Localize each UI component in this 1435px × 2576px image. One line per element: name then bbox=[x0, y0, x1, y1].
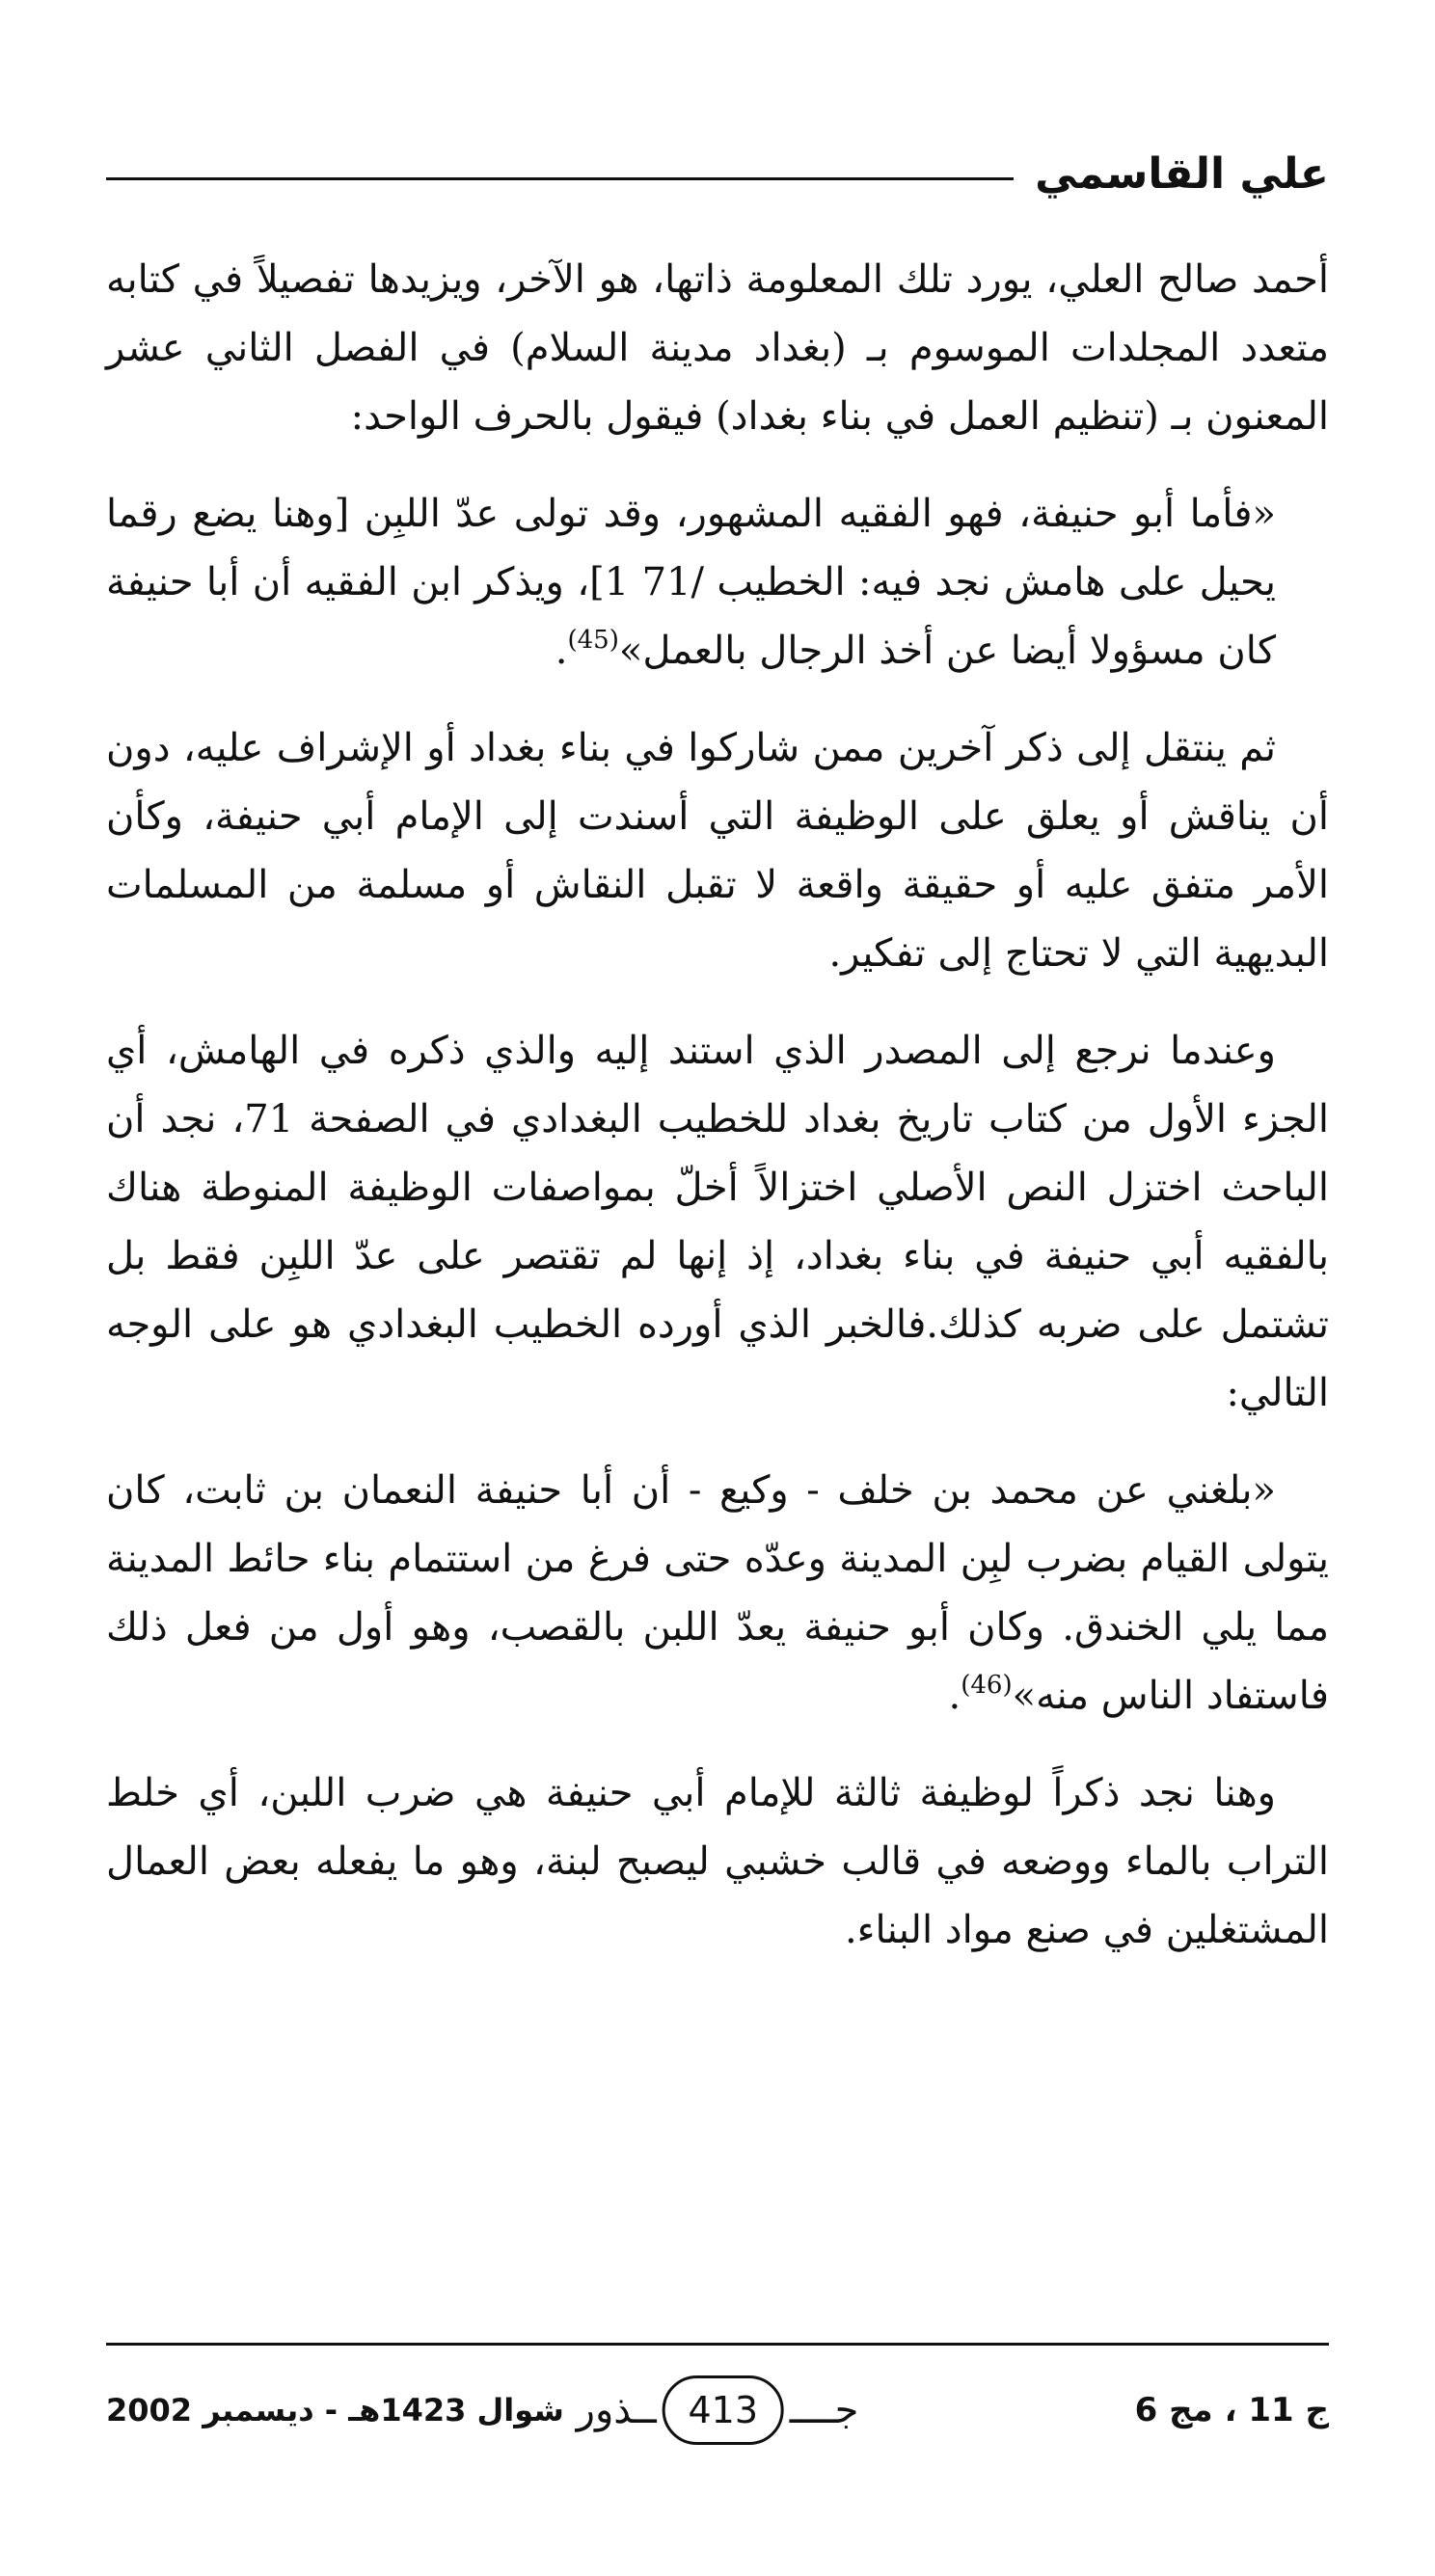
body-text bbox=[106, 246, 1329, 1994]
paragraph-6-text: وهنا نجد ذكراً لوظيفة ثالثة للإمام أبي حنيفة هي ضرب اللبن، أي خلط التراب بالماء ووضعه في قالب خشبي ليصبح لبنة، وهو ما يفعله بعض العمال المشتغلين في صنع مواد البناء. bbox=[106, 1771, 1329, 1952]
footer-rule bbox=[106, 2343, 1329, 2346]
paragraph-4 bbox=[106, 1017, 1329, 1428]
journal-logo bbox=[577, 2375, 859, 2445]
footer-date: شوال 1423هـ - ديسمبر 2002 bbox=[106, 2392, 564, 2428]
paragraph-5 bbox=[106, 1457, 1329, 1731]
paragraph-3-text: ثم ينتقل إلى ذكر آخرين ممن شاركوا في بناء بغداد أو الإشراف عليه، دون أن يناقش أو يعلق على الوظيفة التي أسندت إلى الإمام أبي حنيفة، وكأن الأمر متفق عليه أو حقيقة واقعة لا تقبل النقاش أو مسلمة من المسلمات البديهية التي لا تحتاج إلى تفكير. bbox=[106, 726, 1329, 976]
footnote-ref-46: (46) bbox=[961, 1671, 1013, 1700]
quote-tail: . bbox=[555, 629, 568, 673]
footer-issue: ج 11 ، مج 6 bbox=[1134, 2391, 1329, 2429]
quote-paragraph bbox=[106, 480, 1276, 685]
paragraph-5-text: «بلغني عن محمد بن خلف - وكيع - أن أبا حنيفة النعمان بن ثابت، كان يتولى القيام بضرب لبِن المدينة وعدّه حتى فرغ من استتمام بناء حائط المدينة مما يلي الخندق. وكان أبو حنيفة يعدّ اللبن بالقصب، وهو أول من فعل ذلك فاستفاد الناس منه» bbox=[106, 1468, 1329, 1718]
paragraph-3 bbox=[106, 714, 1329, 988]
header-rule bbox=[106, 177, 1014, 180]
paragraph-4-text: وعندما نرجع إلى المصدر الذي استند إليه والذي ذكره في الهامش، أي الجزء الأول من كتاب تاريخ بغداد للخطيب البغدادي في الصفحة 71، نجد أن الباحث اختزل النص الأصلي اختزالاً أخلّ بمواصفات الوظيفة المنوطة هناك بالفقيه أبي حنيفة في بناء بغداد، إذ إنها لم تقتصر على عدّ اللبِن فقط بل تشتمل على ضربه كذلك.فالخبر الذي أورده الخطيب البغدادي هو على الوجه التالي: bbox=[106, 1029, 1329, 1415]
page-number: 413 bbox=[663, 2375, 784, 2445]
journal-name-left: ــذور bbox=[576, 2388, 657, 2432]
quote-text: «فأما أبو حنيفة، فهو الفقيه المشهور، وقد تولى عدّ اللبِن [وهنا يضع رقما يحيل على هامش نجد فيه: الخطيب /71 1]، ويذكر ابن الفقيه أن أبا حنيفة كان مسؤولا أيضا عن أخذ الرجال بالعمل» bbox=[106, 492, 1276, 673]
paragraph-6 bbox=[106, 1759, 1329, 1965]
running-header bbox=[106, 135, 1329, 212]
paragraph-1-text: أحمد صالح العلي، يورد تلك المعلومة ذاتها، هو الآخر، ويزيدها تفصيلاً في كتابه متعدد المجلدات الموسوم بـ (بغداد مدينة السلام) في الفصل الثاني عشر المعنون بـ (تنظيم العمل في بناء بغداد) فيقول بالحرف الواحد: bbox=[106, 257, 1329, 439]
page-footer bbox=[106, 2362, 1329, 2458]
paragraph-1 bbox=[106, 246, 1329, 451]
footnote-ref-45: (45) bbox=[567, 626, 619, 655]
header-author: علي القاسمي bbox=[1035, 148, 1329, 199]
paragraph-5-tail: . bbox=[948, 1674, 961, 1718]
journal-name-right: جــــ bbox=[789, 2388, 859, 2432]
